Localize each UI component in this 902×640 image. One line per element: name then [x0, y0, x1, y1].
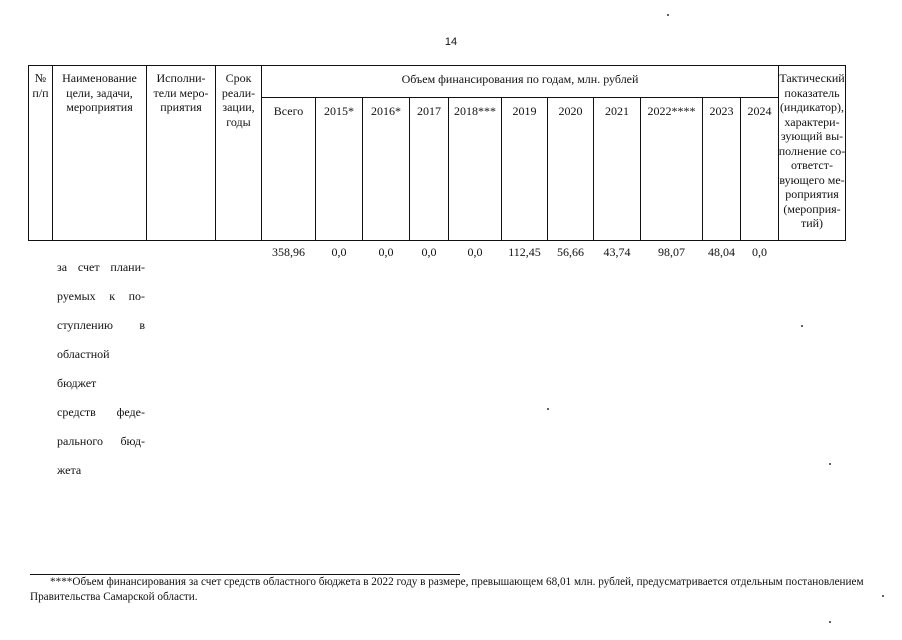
- description-line: бюджет: [57, 375, 97, 390]
- header-funding: Объем финансирования по годам, млн. рублей: [401, 72, 639, 86]
- description-line: руемых к по-: [57, 288, 145, 303]
- year-header: 2024: [747, 104, 772, 118]
- scan-speck: [667, 14, 669, 16]
- value-cell: 0,0: [752, 245, 767, 259]
- value-cell: 98,07: [658, 245, 685, 259]
- header-indicator: Тактический показатель (индикатор), характери- зующий вы- полнение со- ответст- вующего ме- роприятия (мероприя- тий): [778, 71, 846, 230]
- description-line: жета: [57, 462, 82, 477]
- year-header-total: Всего: [273, 104, 304, 118]
- value-total: 358,96: [272, 245, 305, 259]
- description-line: за счет плани-: [57, 259, 145, 274]
- value-cell: 0,0: [378, 245, 394, 259]
- scan-speck: [882, 595, 884, 597]
- value-cell: 0,0: [467, 245, 483, 259]
- year-header: 2017: [417, 104, 441, 118]
- value-cell: 56,66: [557, 245, 584, 259]
- year-header: 2019: [512, 104, 537, 118]
- header-bottom-border: [28, 240, 845, 241]
- scan-speck: [829, 621, 831, 623]
- header-name: Наименование цели, задачи, мероприятия: [62, 71, 137, 114]
- year-header: 2023: [709, 104, 734, 118]
- scan-speck: [801, 325, 803, 327]
- table-top-border: [28, 65, 845, 66]
- description-line: рального бюд-: [57, 433, 145, 448]
- year-header: 2016*: [371, 104, 401, 118]
- description-line: средств феде-: [57, 404, 145, 419]
- description-line: областной: [57, 346, 110, 361]
- value-cell: 48,04: [708, 245, 735, 259]
- funding-subheader-border: [261, 97, 778, 98]
- header-term: Срок реали- зации, годы: [221, 71, 256, 129]
- year-header: 2021: [605, 104, 629, 118]
- description-line: ступлению в: [57, 317, 145, 332]
- scan-speck: [547, 408, 549, 410]
- year-header: 2015*: [324, 104, 354, 118]
- value-cell: 112,45: [508, 245, 541, 259]
- year-header: 2018***: [454, 104, 496, 118]
- value-cell: 0,0: [331, 245, 347, 259]
- header-num: № п/п: [32, 71, 49, 100]
- page-number: 14: [444, 36, 458, 48]
- row-description: [57, 245, 145, 492]
- year-header: 2020: [558, 104, 583, 118]
- value-cell: 43,74: [603, 245, 631, 259]
- header-executors: Исполни- тели меро- приятия: [153, 71, 209, 114]
- value-cell: 0,0: [421, 245, 437, 259]
- scan-speck: [829, 463, 831, 465]
- year-header: 2022****: [647, 104, 696, 118]
- footnote: ****Объем финансирования за счет средств областного бюджета в 2022 году в размере, превышающем 68,01 млн. рублей, предусматривается отдельным постановлением Правительства Самарской области.: [30, 576, 864, 603]
